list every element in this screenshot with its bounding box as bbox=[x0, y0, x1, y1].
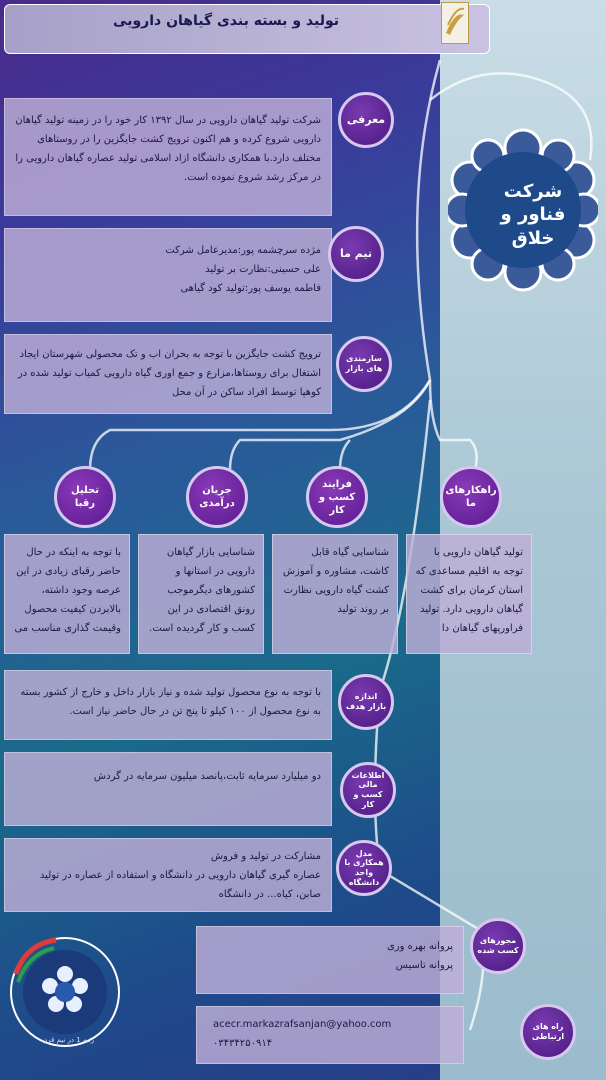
branch-label-competitors: تحلیل رقبا bbox=[54, 466, 116, 528]
contact-label: راه های ارتباطی bbox=[520, 1004, 576, 1060]
license-2: پروانه تاسیس bbox=[395, 960, 453, 971]
licenses-box bbox=[196, 926, 464, 994]
target-market-box bbox=[4, 670, 332, 740]
cooperation-line-2: عصاره گیری گیاهان دارویی در دانشگاه و استفاده از عصاره در تولید bbox=[39, 870, 321, 881]
contact-phone[interactable]: ۰۳۴۳۴۲۵۰۹۱۴ bbox=[213, 1038, 273, 1049]
target-market-text: با توجه به نوع محصول تولید شده و نیاز بازار داخل و خارج از کشور بسته به نوع محصول از ۱۰۰ کیلو تا پنج تن در حال حاضر نیاز است. bbox=[20, 687, 321, 717]
team-member-2: علی حسینی:نظارت بر تولید bbox=[205, 264, 321, 275]
cooperation-box bbox=[4, 838, 332, 912]
market-text: ترویج کشت جایگزین با توجه به بحران اب و تک محصولی شهرستان ایجاد اشتغال برای روستاها،مزارع و جمع اوری گیاه دارویی کمیاب تولید شده در کوهپا توسط افراد ساکن در آن محل bbox=[17, 349, 321, 398]
logo bbox=[441, 2, 469, 44]
team-member-3: فاطمه یوسف پور:تولید کود گیاهی bbox=[180, 283, 321, 294]
branch-box-revenue bbox=[138, 534, 264, 654]
branch-box-process bbox=[272, 534, 398, 654]
company-title: شرکت فناور و خلاق bbox=[500, 181, 566, 249]
finance-text: دو میلیارد سرمایه ثابت،پانصد میلیون سرمایه در گردش bbox=[93, 771, 321, 782]
branch-box-solutions bbox=[406, 534, 532, 654]
target-market-label: اندازه بازار هدف bbox=[338, 674, 394, 730]
cooperation-line-3: صابن، کیاه... در دانشگاه bbox=[218, 889, 321, 900]
team-member-1: مژده سرچشمه پور:مدیرعامل شرکت bbox=[165, 245, 321, 256]
intro-label: معرفی bbox=[338, 92, 394, 148]
branch-text-revenue: شناسایی بازار گیاهان دارویی در استانها و کشورهای دیگرموجب رونق اقتصادی در این کسب و کار گردیده است. bbox=[149, 547, 255, 634]
intro-text: شرکت تولید گیاهان دارویی در سال ۱۳۹۲ کار خود را در زمینه تولید گیاهان دارویی شروع کرده و هم اکنون ترویج کشت جایگزین را در روستاهای مختلف دارد.با همکاری دانشگاه ازاد اسلامی تولید عصاره گیاهان دارویی را در مرکز رشد شروع نموده است. bbox=[15, 115, 321, 183]
branch-label-solutions: راهکارهای ما bbox=[440, 466, 502, 528]
licenses-label: مجوزهای کسب شده bbox=[470, 918, 526, 974]
branch-label-process: فرایند کسب و کار bbox=[306, 466, 368, 528]
market-box bbox=[4, 334, 332, 414]
market-label: سازمندی های بازار bbox=[336, 336, 392, 392]
emblem-caption: رتبه 1 در نیم قرن bbox=[42, 1036, 95, 1044]
branch-text-solutions: تولید گیاهان دارویی با توجه به اقلیم مساعدی که استان کرمان برای کشت گیاهان دارویی دارد. تولید فراورپهای گیاهان دا bbox=[415, 547, 523, 634]
cooperation-line-1: مشارکت در تولید و فروش bbox=[210, 851, 321, 862]
branch-text-competitors: با توجه به اینکه در حال حاضر رقبای زیادی در این عرصه وجود داشته، بالابردن کیفیت محصول وقیمت گذاری مناسب می bbox=[14, 547, 121, 634]
team-box bbox=[4, 228, 332, 322]
page-title: تولید و بسته بندی گیاهان دارویی bbox=[113, 13, 339, 29]
contact-email[interactable]: acecr.markazrafsanjan@yahoo.com bbox=[213, 1019, 392, 1030]
finance-box bbox=[4, 752, 332, 826]
finance-label: اطلاعات مالی کسب و کار bbox=[340, 762, 396, 818]
license-1: پروانه بهره وری bbox=[386, 941, 453, 952]
contact-box bbox=[196, 1006, 464, 1064]
header-bar bbox=[4, 4, 490, 54]
branch-text-process: شناسایی گیاه قابل کاشت، مشاوره و آموزش کشت گیاه دارویی نظارت بر روند تولید bbox=[282, 547, 389, 615]
team-label: تیم ما bbox=[328, 226, 384, 282]
cooperation-label: مدل همکاری با واحد دانشگاه bbox=[336, 840, 392, 896]
intro-box bbox=[4, 98, 332, 216]
branch-label-revenue: جریان درآمدی bbox=[186, 466, 248, 528]
branch-box-competitors bbox=[4, 534, 130, 654]
